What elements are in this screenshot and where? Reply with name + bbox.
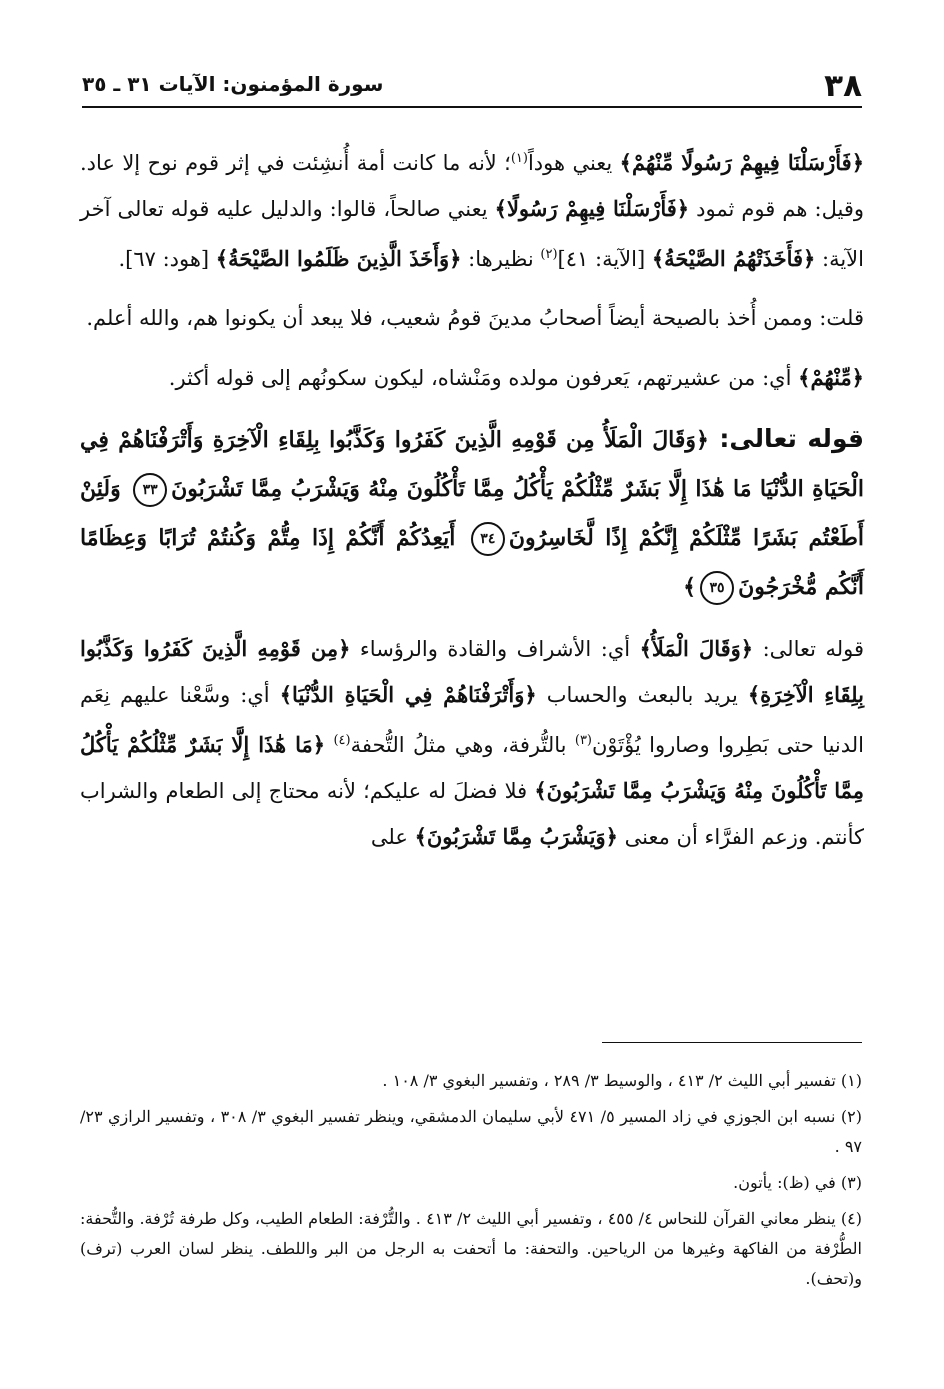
quran-quote: ﴿وَأَخَذَ الَّذِينَ ظَلَمُوا الصَّيْحَةُ﴾ [215, 246, 462, 271]
paragraph-1 [80, 136, 864, 282]
text-run: ؛ لأنه ما كانت أمة أُنشِئت في إثر قوم نوح إلا عاد. وقيل: هم قوم ثمود [80, 151, 864, 221]
quran-quote: ﴿مِن قَوْمِهِ الَّذِينَ كَفَرُوا وَكَذَّبُوا بِلِقَاءِ الْآخِرَةِ﴾ [80, 636, 864, 707]
verse-block [80, 415, 864, 612]
main-text [80, 136, 864, 874]
text-run: أي: الأشراف والقادة والرؤساء [350, 637, 640, 661]
footnote-ref-1: (١) [510, 151, 528, 166]
text-run: يريد بالبعث والحساب [536, 683, 748, 707]
ayah-marker: ٣٥ [700, 571, 734, 605]
verse-text: ﴿وَقَالَ الْمَلَأُ مِن قَوْمِهِ الَّذِينَ كَفَرُوا وَكَذَّبُوا بِلِقَاءِ الْآخِرَةِ وَأَتْرَفْنَاهُمْ فِي الْحَيَاةِ الدُّنْيَا مَا هَٰذَا إِلَّا بَشَرٌ مِّثْلُكُمْ يَأْكُلُ مِمَّا تَأْكُلُونَ مِنْهُ وَيَشْرَبُ مِمَّا تَشْرَبُونَ [80, 427, 864, 502]
text-run: نظيرها: [461, 247, 541, 271]
footnote-ref-3: (٣) [574, 733, 592, 748]
text-run: [هود: ٦٧]. [118, 247, 216, 271]
ayah-marker: ٣٣ [133, 473, 167, 507]
running-title: سورة المؤمنون: الآيات ٣١ ـ ٣٥ [82, 72, 384, 96]
verse-close: ﴾ [683, 574, 697, 600]
paragraph-3 [80, 355, 864, 401]
text-run: قوله تعالى: [753, 637, 864, 661]
footnote-3: (٣) في (ظ): يأتون. [733, 1173, 862, 1192]
page-number: ٣٨ [824, 68, 862, 104]
text-run: فلا فضلَ له عليكم؛ لأنه محتاج إلى الطعام والشراب كأنتم. وزعم الفرَّاء أن معنى [80, 779, 864, 849]
header-rule [82, 106, 862, 108]
quran-quote: ﴿فَأَرْسَلْنَا فِيهِمْ رَسُولًا﴾ [494, 196, 690, 221]
ayah-marker: ٣٤ [471, 522, 505, 556]
page-header [82, 60, 862, 104]
text-run: بالتُّرفة، وهي مثلُ التُّحفة [350, 733, 575, 757]
quran-quote: ﴿فَأَخَذَتْهُمُ الصَّيْحَةُ﴾ [651, 246, 816, 271]
text-run: أي: وسَّعْنا عليهم نِعَم الدنيا حتى بَطِروا وصاروا يُؤْتَوْن [80, 683, 865, 757]
text-run: يعني صالحاً، قالوا: والدليل عليه قوله تعالى آخر الآية: [80, 197, 864, 271]
quran-quote: ﴿وَأَتْرَفْنَاهُمْ فِي الْحَيَاةِ الدُّنْيَا﴾ [279, 682, 537, 707]
quran-quote: ﴿مِّنْهُمْ﴾ [798, 365, 864, 390]
text-run: على [370, 825, 415, 849]
footnote-ref-2: (٢) [540, 247, 558, 262]
commentary-paragraph [80, 626, 864, 860]
text-run: أي: من عشيرتهم، يَعرفون مولده ومَنْشاه، ليكون سكونُهم إلى قوله أكثر. [168, 366, 799, 390]
footnote-ref-4: (٤) [333, 733, 351, 748]
quran-quote: ﴿وَقَالَ الْمَلَأُ﴾ [639, 636, 754, 661]
footnote-2: (٢) نسبه ابن الجوزي في زاد المسير ٥/ ٤٧١ لأبي سليمان الدمشقي، وينظر تفسير البغوي ٣/ ٣٠٨ ، وتفسير الرازي ٢٣/ ٩٧ . [80, 1107, 863, 1156]
footnotes [80, 1066, 862, 1300]
text-run: [الآية: ٤١] [557, 247, 652, 271]
footnote-4: (٤) ينظر معاني القرآن للنحاس ٤/ ٤٥٥ ، وتفسير أبي الليث ٢/ ٤١٣ . والتُّرْفة: الطعام الطيب، وكل طرفة تُرْفة. والتُّحفة: الطُّرْفة من الفاكهة وغيرها من الرياحين. والتحفة: ما أتحفت به الرجل من البر واللطف. ينظر لسان العرب (ترف) و(تحف). [80, 1209, 863, 1288]
footnote-rule [602, 1042, 862, 1043]
quran-quote: ﴿وَيَشْرَبُ مِمَّا تَشْرَبُونَ﴾ [414, 824, 618, 849]
footnote-1: (١) تفسير أبي الليث ٢/ ٤١٣ ، والوسيط ٣/ ٢٨٩ ، وتفسير البغوي ٣/ ١٠٨ . [382, 1071, 862, 1090]
verse-lead: قوله تعالى: [708, 424, 864, 453]
quran-quote: ﴿فَأَرْسَلْنَا فِيهِمْ رَسُولًا مِّنْهُمْ﴾ [619, 150, 864, 175]
verse-text: أَيَعِدُكُمْ أَنَّكُمْ إِذَا مِتُّمْ وَكُنتُمْ تُرَابًا وَعِظَامًا أَنَّكُم مُّخْرَجُونَ [80, 525, 864, 600]
verse-text: وَلَئِنْ أَطَعْتُم بَشَرًا مِّثْلَكُمْ إِنَّكُمْ إِذًا لَّخَاسِرُونَ [80, 476, 864, 551]
paragraph-2: قلت: وممن أُخذ بالصيحة أيضاً أصحابُ مدينَ قومُ شعيب، فلا يبعد أن يكونوا هم، والله أعلم. [86, 306, 864, 330]
text-run: يعني هوداً [527, 151, 620, 175]
quran-quote: ﴿مَا هَٰذَا إِلَّا بَشَرٌ مِّثْلُكُمْ يَأْكُلُ مِمَّا تَأْكُلُونَ مِنْهُ وَيَشْرَبُ مِمَّا تَشْرَبُونَ﴾ [80, 732, 864, 803]
